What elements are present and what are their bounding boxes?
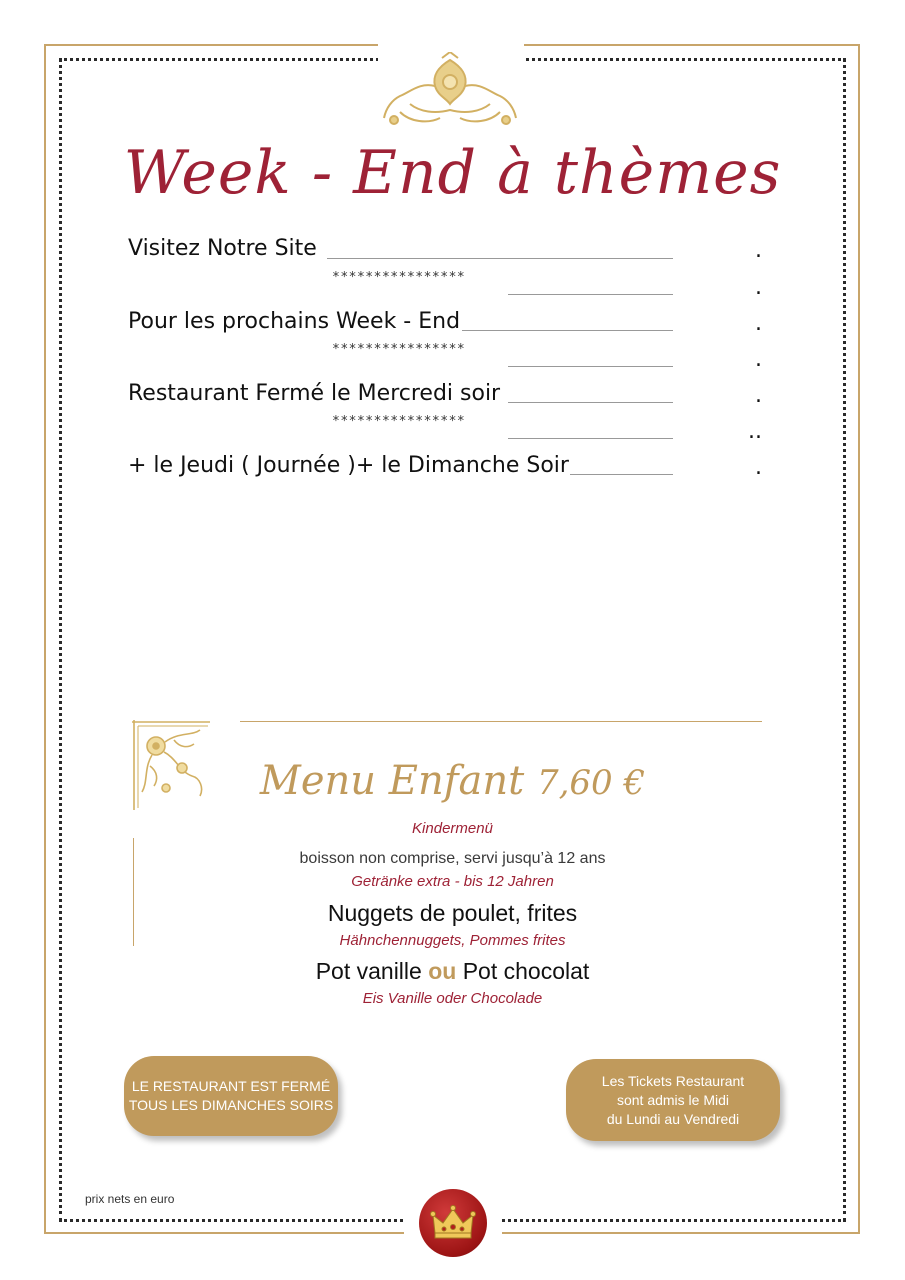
rule xyxy=(508,366,673,367)
rule xyxy=(570,474,673,475)
menu-item1-fr: Nuggets de poulet, frites xyxy=(327,900,578,926)
stars-separator: **************** xyxy=(332,414,466,429)
footer-note: prix nets en euro xyxy=(85,1192,175,1206)
crown-badge-icon xyxy=(419,1189,487,1257)
menu-enfant-name: Menu Enfant xyxy=(259,758,525,804)
line-visitez: Visitez Notre Site xyxy=(128,236,317,261)
menu-item2-part-b: Pot chocolat xyxy=(456,958,590,984)
badge-closed-sundays xyxy=(124,1056,338,1136)
menu-item2-part-a: Pot vanille xyxy=(315,958,429,984)
line-dot: . xyxy=(755,311,762,336)
badge-right-line1: Les Tickets Restaurant xyxy=(601,1072,745,1089)
rule xyxy=(462,330,673,331)
menu-note-de: Getränke extra - bis 12 Jahren xyxy=(351,873,554,890)
line-ferme: Restaurant Fermé le Mercredi soir xyxy=(128,381,501,406)
line-dot: .. xyxy=(748,419,762,444)
line-dot: . xyxy=(755,275,762,300)
stars-separator: **************** xyxy=(332,342,466,357)
badge-left-line1: LE RESTAURANT EST FERMÉ xyxy=(131,1078,331,1094)
menu-enfant-title xyxy=(0,758,905,804)
crown-ornament-icon xyxy=(380,52,520,132)
menu-item2-ou: ou xyxy=(428,958,457,984)
stars-separator: **************** xyxy=(332,270,466,285)
menu-note-fr: boisson non comprise, servi jusqu’à 12 ans xyxy=(299,850,606,867)
inner-dotted-frame xyxy=(59,58,846,1222)
line-jeudi: + le Jeudi ( Journée )+ le Dimanche Soir xyxy=(128,453,569,478)
page-title: Week - End à thèmes xyxy=(123,138,782,208)
line-prochains: Pour les prochains Week - End xyxy=(128,309,461,334)
badge-left-line2: TOUS LES DIMANCHES SOIRS xyxy=(128,1097,334,1113)
menu-enfant-price: 7,60 € xyxy=(536,763,646,803)
menu-divider xyxy=(240,721,762,722)
menu-subtitle-de: Kindermenü xyxy=(412,820,493,837)
badge-tickets-restaurant xyxy=(566,1059,780,1141)
line-dot: . xyxy=(755,238,762,263)
line-dot: . xyxy=(755,383,762,408)
menu-item2-de: Eis Vanille oder Chocolade xyxy=(362,990,543,1007)
rule xyxy=(508,402,673,403)
line-dot: . xyxy=(755,347,762,372)
line-dot: . xyxy=(755,455,762,480)
rule xyxy=(327,258,673,259)
badge-right-line3: du Lundi au Vendredi xyxy=(606,1110,740,1127)
rule xyxy=(508,294,673,295)
rule xyxy=(508,438,673,439)
menu-item2-fr xyxy=(0,958,905,985)
badge-right-line2: sont admis le Midi xyxy=(616,1091,730,1108)
menu-item1-de: Hähnchennuggets, Pommes frites xyxy=(339,932,566,949)
